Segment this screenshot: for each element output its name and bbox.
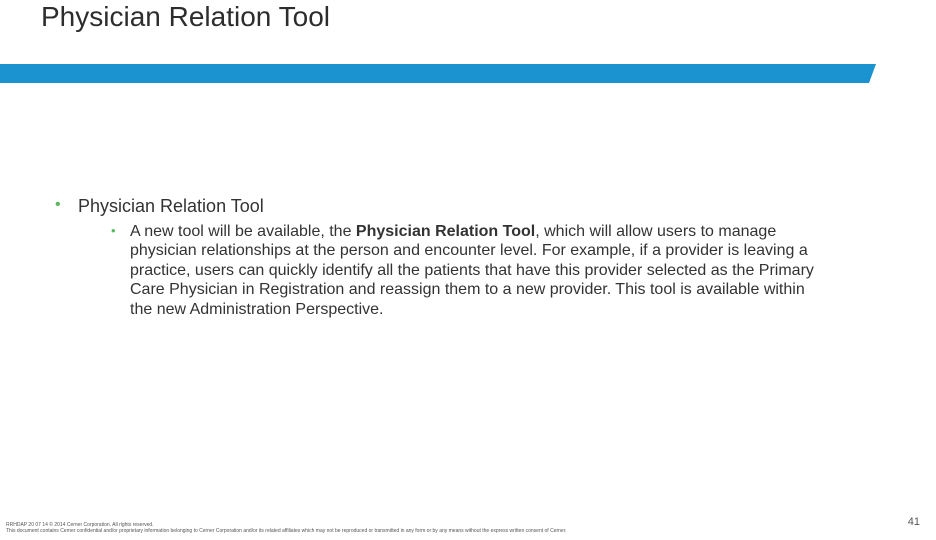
bullet-level-2-text-start: A new tool will be available, the	[130, 223, 356, 240]
footer	[6, 522, 566, 534]
bullet-level-2-bold-text: Physician Relation Tool	[355, 223, 536, 240]
footer-disclaimer: This document contains Cerner confidential and/or proprietary information belonging to Cerner Corporation and/or its related affiliates which may not be reproduced or transmitted in any form or by any means without the express written consent of Cerner.	[6, 528, 567, 534]
footer-copyright: RRHDAP 20 07 14 © 2014 Cerner Corporation. All rights reserved.	[6, 522, 154, 528]
bullet-level-1-text: Physician Relation Tool	[78, 196, 264, 216]
bullet-level-1	[55, 194, 825, 319]
bullet-dot-icon: •	[111, 223, 116, 238]
bullet-level-2	[108, 222, 830, 319]
title-accent-bar	[0, 64, 876, 83]
bullet-dot-icon: •	[55, 196, 61, 213]
bullet-level-2-text-end: , which will allow users to manage physician relationships at the person and encounter level. For example, if a provider is leaving a practice, users can quickly identify all the patients that have this provider selected as the Primary Care Physician in Registration and reassign them to a new provider. This tool is available within the new Administration Perspective.	[130, 223, 814, 318]
slide-title: Physician Relation Tool	[41, 1, 330, 32]
page-number: 41	[907, 516, 920, 528]
bullet-list	[55, 194, 825, 319]
